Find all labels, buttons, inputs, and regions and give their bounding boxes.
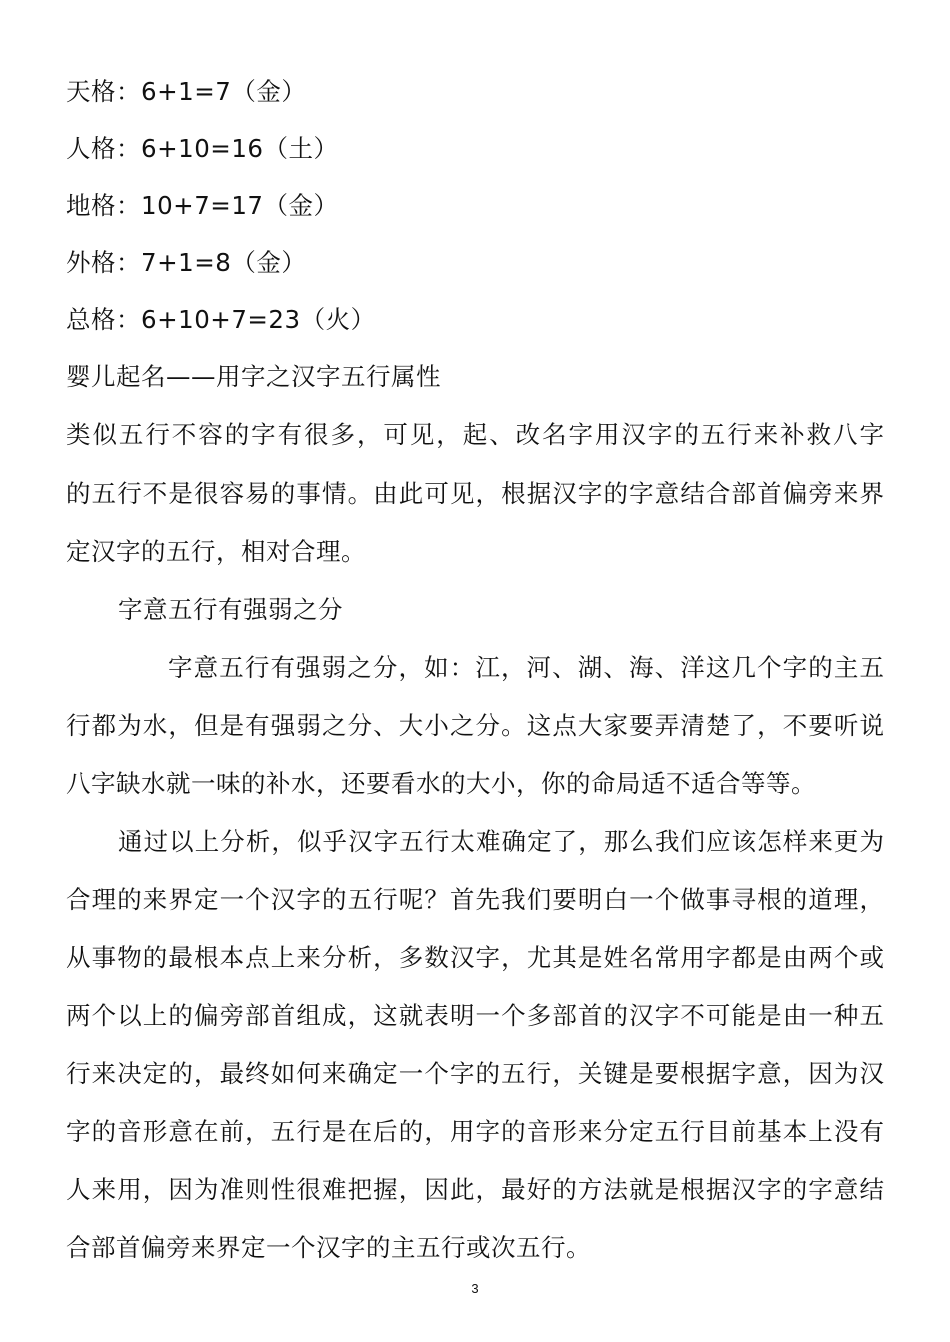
subheading: 字意五行有强弱之分 (118, 595, 343, 624)
page-number: 3 (471, 1281, 479, 1296)
paragraph-3-line: 人来用，因为准则性很难把握，因此，最好的方法就是根据汉字的字意结 (66, 1175, 884, 1204)
section-heading: 婴儿起名——用字之汉字五行属性 (66, 362, 441, 391)
paragraph-3-line: 行来决定的，最终如何来确定一个字的五行，关键是要根据字意，因为汉 (66, 1059, 884, 1088)
paragraph-3-line: 字的音形意在前，五行是在后的，用字的音形来分定五行目前基本上没有 (66, 1117, 884, 1146)
grid-line-zong: 总格：6+10+7=23（火） (66, 305, 376, 334)
paragraph-3-line: 合部首偏旁来界定一个汉字的主五行或次五行。 (66, 1233, 591, 1262)
paragraph-1-line: 类似五行不容的字有很多，可见，起、改名字用汉字的五行来补救八字 (66, 420, 884, 449)
paragraph-3-line: 合理的来界定一个汉字的五行呢？首先我们要明白一个做事寻根的道理， (66, 885, 884, 914)
paragraph-2-line: 字意五行有强弱之分，如：江，河、湖、海、洋这几个字的主五 (168, 653, 884, 682)
grid-line-wai: 外格：7+1=8（金） (66, 248, 307, 277)
paragraph-3-line: 通过以上分析，似乎汉字五行太难确定了，那么我们应该怎样来更为 (118, 827, 884, 856)
paragraph-2-line: 行都为水，但是有强弱之分、大小之分。这点大家要弄清楚了，不要听说 (66, 711, 884, 740)
paragraph-2-line: 八字缺水就一味的补水，还要看水的大小，你的命局适不适合等等。 (66, 769, 816, 798)
paragraph-3-line: 两个以上的偏旁部首组成，这就表明一个多部首的汉字不可能是由一种五 (66, 1001, 884, 1030)
paragraph-1-line: 定汉字的五行，相对合理。 (66, 537, 366, 566)
paragraph-3-line: 从事物的最根本点上来分析，多数汉字，尤其是姓名常用字都是由两个或 (66, 943, 884, 972)
grid-line-di: 地格：10+7=17（金） (66, 191, 339, 220)
paragraph-1-line: 的五行不是很容易的事情。由此可见，根据汉字的字意结合部首偏旁来界 (66, 479, 884, 508)
grid-line-ren: 人格：6+10=16（土） (66, 134, 339, 163)
grid-line-tian: 天格：6+1=7（金） (66, 77, 307, 106)
